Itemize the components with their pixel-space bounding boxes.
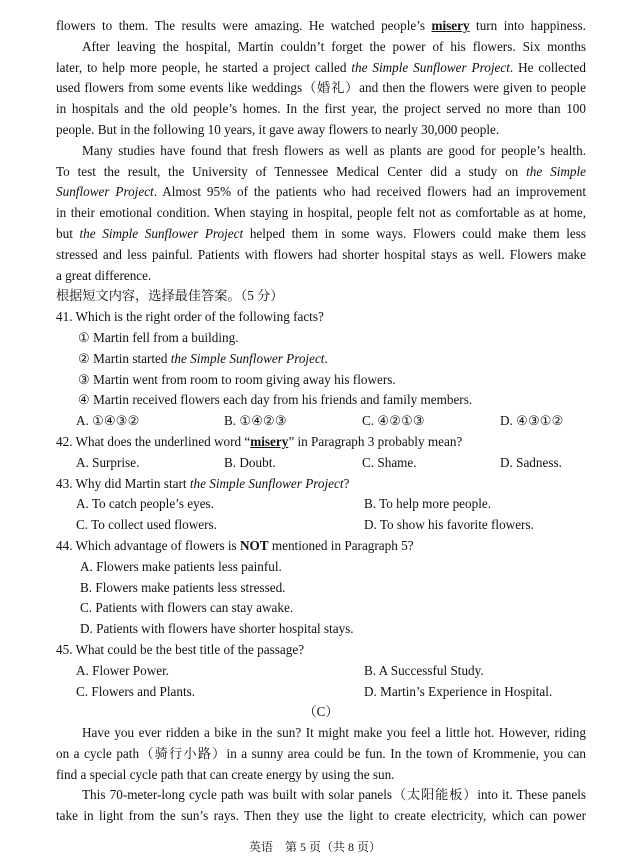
fact-item: ② Martin started the Simple Sunflower Project. (78, 350, 328, 366)
instruction: 根据短文内容，选择最佳答案。（5 分） (56, 288, 284, 304)
passage-line: used flowers from some events like weddings（婚礼）and then the flowers were given to people (56, 80, 586, 96)
option-c[interactable]: C. Flowers and Plants. (76, 683, 196, 699)
option-c[interactable]: C. Patients with flowers can stay awake. (80, 600, 294, 616)
passage-line: people. But in the following 10 years, it gave away flowers to nearly 30,000 people. (56, 121, 500, 137)
passage-line: but the Simple Sunflower Project helped them in some ways. Flowers could make them less (56, 225, 586, 241)
passage-line: After leaving the hospital, Martin couldn’t forget the power of his flowers. Six months (82, 38, 586, 54)
question-41-options (56, 411, 586, 432)
passage-line: find a special cycle path that can create energy by using the sun. (56, 766, 395, 782)
option-a[interactable]: A. Surprise. (76, 454, 140, 470)
option-b[interactable]: B. Flowers make patients less stressed. (80, 579, 286, 595)
question-43-stem: 43. Why did Martin start the Simple Sunflower Project? (56, 475, 350, 491)
option-c[interactable]: C. To collect used flowers. (76, 517, 217, 533)
option-b[interactable]: B. To help more people. (364, 496, 492, 512)
option-a[interactable]: A. Flower Power. (76, 662, 170, 678)
option-d[interactable]: D. Sadness. (500, 454, 562, 470)
fact-item: ① Martin fell from a building. (78, 329, 239, 345)
passage-line: Sunflower Project. Almost 95% of the patients who had received flowers had an improvement (56, 184, 586, 200)
option-b[interactable]: B. A Successful Study. (364, 662, 484, 678)
question-42-options (56, 453, 586, 474)
section-heading: （C） (303, 704, 339, 720)
question-45-options (56, 661, 586, 682)
page-footer: 英语 第 5 页（共 8 页） (248, 840, 381, 854)
passage-line: on a cycle path（骑行小路）in a sunny area could be fun. In the town of Krommenie, you can (56, 745, 586, 761)
option-d[interactable]: D. To show his favorite flowers. (364, 517, 534, 533)
passage-line: in hospitals and the old people’s homes. In the first year, the project served no more than 100 (56, 101, 586, 117)
option-a[interactable]: A. Flowers make patients less painful. (80, 558, 282, 574)
fact-item: ④ Martin received flowers each day from his friends and family members. (78, 392, 473, 408)
question-41-stem: 41. Which is the right order of the following facts? (56, 309, 324, 325)
fact-item: ③ Martin went from room to room giving away his flowers. (78, 371, 396, 387)
option-d[interactable]: D. ④③①② (500, 413, 564, 429)
option-b[interactable]: B. Doubt. (224, 454, 276, 470)
option-c[interactable]: C. Shame. (362, 454, 417, 470)
question-44-stem: 44. Which advantage of flowers is NOT mentioned in Paragraph 5? (56, 537, 414, 553)
question-43-options (56, 494, 586, 515)
passage-line: in their emotional condition. When staying in hospital, people felt not as comfortable as at home, (56, 205, 586, 221)
passage-line: stressed and less painful. Patients with flowers had shorter hospital stays as well. Flowers make (56, 246, 586, 262)
option-d[interactable]: D. Patients with flowers have shorter hospital stays. (80, 621, 354, 637)
passage-line: take in light from the sun’s rays. Then they use the light to create electricity, which can power (56, 808, 586, 824)
question-42-stem: 42. What does the underlined word “misery” in Paragraph 3 probably mean? (56, 433, 463, 449)
passage-line: To test the result, the University of Tennessee Medical Center did a study on the Simple (56, 163, 586, 179)
question-43-options (56, 515, 586, 536)
underlined-word: misery (431, 18, 470, 33)
passage-line: later, to help more people, he started a project called the Simple Sunflower Project. He collected (56, 59, 586, 75)
option-b[interactable]: B. ①④②③ (224, 413, 287, 429)
passage-line: Have you ever ridden a bike in the sun? It might make you feel a little hot. However, riding (82, 725, 586, 741)
passage-line: This 70-meter-long cycle path was built with solar panels（太阳能板）into it. These panels (82, 787, 586, 803)
passage-line: a great difference. (56, 267, 152, 283)
question-45-options (56, 682, 586, 703)
option-c[interactable]: C. ④②①③ (362, 413, 425, 429)
option-a[interactable]: A. To catch people’s eyes. (76, 496, 214, 512)
option-a[interactable]: A. ①④③② (76, 413, 140, 429)
exam-page (56, 16, 586, 827)
question-45-stem: 45. What could be the best title of the passage? (56, 641, 305, 657)
passage-line: Many studies have found that fresh flowers as well as plants are good for people’s health. (82, 142, 586, 158)
passage-line: flowers to them. The results were amazing. He watched people’s misery turn into happiness. (56, 18, 586, 33)
option-d[interactable]: D. Martin’s Experience in Hospital. (364, 683, 553, 699)
